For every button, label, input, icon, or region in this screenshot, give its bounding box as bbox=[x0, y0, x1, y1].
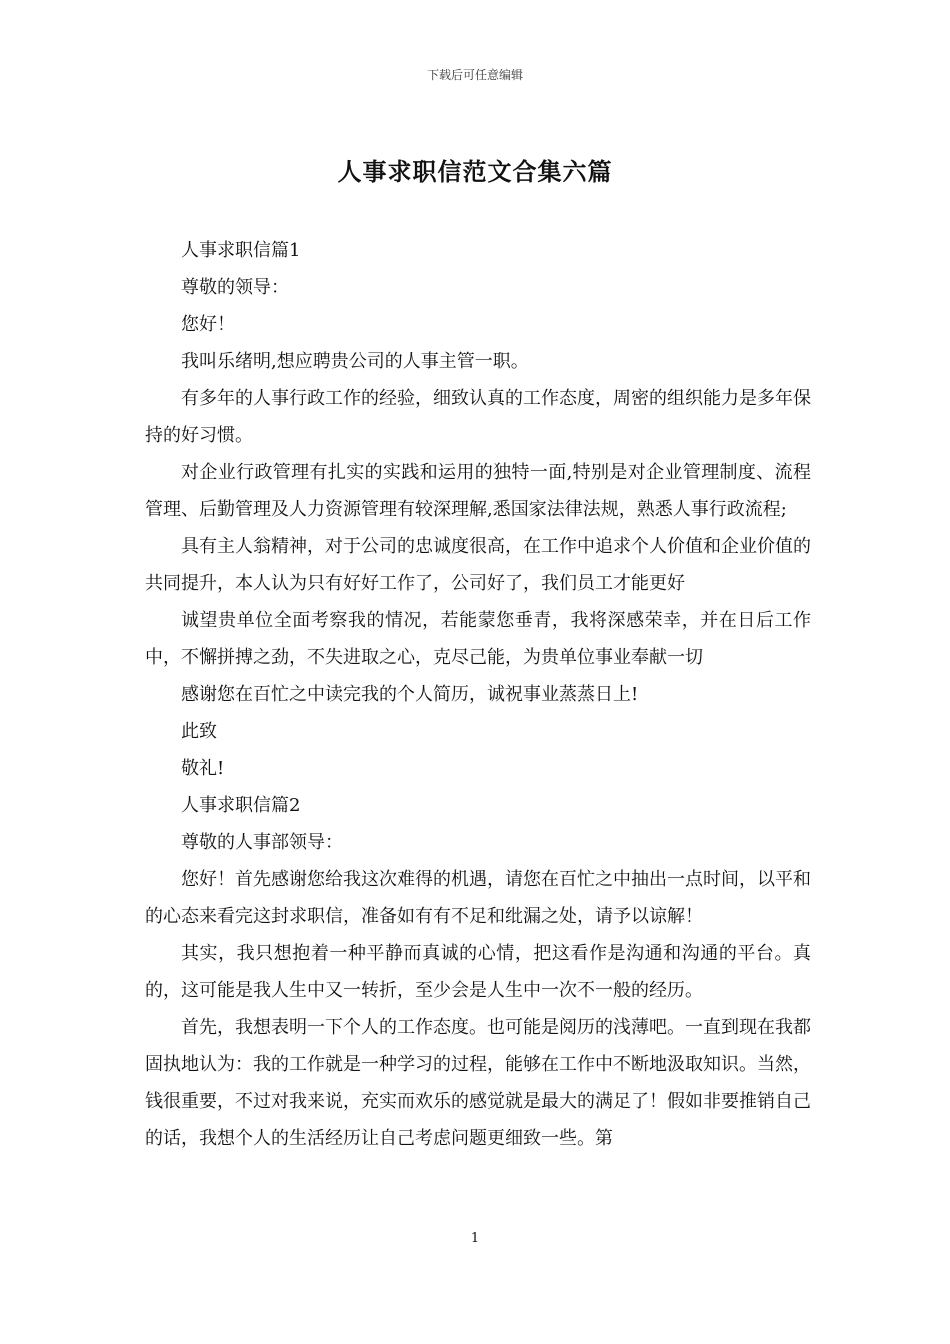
salutation: 尊敬的人事部领导： bbox=[181, 832, 343, 853]
document-title: 人事求职信范文合集六篇 bbox=[337, 157, 613, 186]
body-paragraph: 有多年的人事行政工作的经验，细致认真的工作态度，周密的组织能力是多年保持的好习惯。 bbox=[145, 388, 811, 446]
closing: 此致 bbox=[181, 721, 217, 742]
greeting: 您好！ bbox=[181, 314, 235, 335]
section-heading: 人事求职信篇2 bbox=[181, 795, 301, 816]
section-heading: 人事求职信篇1 bbox=[181, 240, 301, 261]
body-paragraph: 具有主人翁精神，对于公司的忠诚度很高，在工作中追求个人价值和企业价值的共同提升，本人认为只有好好工作了，公司好了，我们员工才能更好 bbox=[145, 536, 811, 594]
body-paragraph: 您好！首先感谢您给我这次难得的机遇，请您在百忙之中抽出一点时间，以平和的心态来看完这封求职信，准备如有有不足和纰漏之处，请予以谅解！ bbox=[145, 869, 811, 927]
body-paragraph: 诚望贵单位全面考察我的情况，若能蒙您垂青，我将深感荣幸，并在日后工作中，不懈拼搏之劲，不失进取之心，克尽己能，为贵单位事业奉献一切 bbox=[145, 610, 811, 668]
body-paragraph: 我叫乐绪明,想应聘贵公司的人事主管一职。 bbox=[181, 351, 529, 372]
header-note: 下载后可任意编辑 bbox=[426, 68, 523, 82]
closing: 敬礼! bbox=[181, 758, 225, 779]
document-body bbox=[145, 232, 811, 1157]
page-number: 1 bbox=[470, 1231, 480, 1246]
body-paragraph: 对企业行政管理有扎实的实践和运用的独特一面,特别是对企业管理制度、流程管理、后勤管理及人力资源管理有较深理解,悉国家法律法规，熟悉人事行政流程; bbox=[145, 462, 811, 520]
body-paragraph: 首先，我想表明一下个人的工作态度。也可能是阅历的浅薄吧。一直到现在我都固执地认为：我的工作就是一种学习的过程，能够在工作中不断地汲取知识。当然，钱很重要，不过对我来说，充实而欢乐的感觉就是最大的满足了！假如非要推销自己的话，我想个人的生活经历让自己考虑问题更细致一些。第 bbox=[145, 1017, 811, 1149]
body-paragraph: 其实，我只想抱着一种平静而真诚的心情，把这看作是沟通和沟通的平台。真的，这可能是我人生中又一转折，至少会是人生中一次不一般的经历。 bbox=[145, 943, 811, 1001]
body-paragraph: 感谢您在百忙之中读完我的个人简历，诚祝事业蒸蒸日上! bbox=[181, 684, 639, 705]
salutation: 尊敬的领导： bbox=[181, 277, 289, 298]
